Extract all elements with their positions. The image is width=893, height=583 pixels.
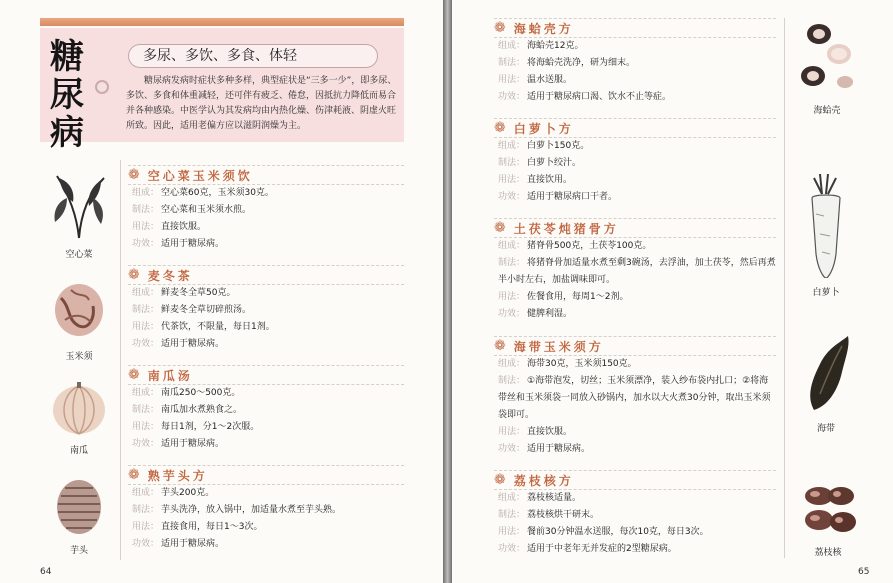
recipe-row [494,238,776,255]
recipe-row [128,419,404,436]
recipe-row [494,189,776,206]
recipe-title: 荔枝核方 [513,473,574,488]
row-key: 制法： [498,510,526,520]
row-key: 组成： [132,188,160,198]
flower-icon: ❁ [494,120,506,136]
row-key: 制法： [132,205,160,215]
recipe-row [494,289,776,306]
corn-silk-illustration-icon [49,280,109,342]
flower-icon: ❁ [494,220,506,236]
recipe-header [128,365,404,385]
row-value: 适用于糖尿病。 [161,539,225,549]
thumb-label: 海带 [816,424,835,434]
recipe-row [128,285,404,302]
row-value: 空心菜60克，玉米须30克。 [161,188,274,198]
thumb-label: 荔枝核 [814,548,842,558]
row-value: 将猪脊骨加适量水煮至剩3碗汤，去浮油，加土茯苓，然后再煮半小时左右，加盐调味即可。 [498,258,776,285]
row-value: 将海蛤壳洗净，研为细末。 [527,58,636,68]
row-key: 用法： [498,75,526,85]
recipe-row [128,219,404,236]
recipe-row [494,155,776,172]
recipe-row [494,356,776,373]
recipe-row [494,138,776,155]
row-key: 组成： [498,41,526,51]
row-key: 功效： [132,339,160,349]
recipe-row [494,38,776,55]
recipe-header [494,218,776,238]
recipe-title: 海蛤壳方 [513,21,574,36]
row-value: 荔枝核烘干研末。 [527,510,600,520]
thumb-yutou [48,478,110,556]
white-radish-illustration-icon [798,174,854,278]
recipe-header [494,336,776,356]
row-key: 用法： [132,322,160,332]
recipe-header [494,470,776,490]
flower-icon: ❁ [128,267,140,283]
thumb-label: 空心菜 [65,250,93,260]
recipe-header [494,18,776,38]
recipe-title: 空心菜玉米须饮 [147,168,253,183]
row-value: 健脾利湿。 [527,309,573,319]
row-value: 适用于糖尿病。 [527,444,591,454]
thumb-label: 南瓜 [69,446,88,456]
recipe-r1 [494,118,776,206]
row-value: 荔枝核适量。 [527,493,582,503]
recipe-row [128,485,404,502]
header-color-bar [40,18,404,26]
recipe-row [128,436,404,453]
recipe-title: 白萝卜方 [513,121,574,136]
row-key: 组成： [132,288,160,298]
recipe-row [128,302,404,319]
thumb-haidai [796,334,856,434]
thumb-label: 玉米须 [65,352,93,362]
row-key: 用法： [132,522,160,532]
thumb-kongxincai [48,168,110,260]
recipe-row [494,490,776,507]
thumb-bailuobo [796,174,856,298]
row-key: 制法： [498,58,526,68]
recipe-row [128,236,404,253]
row-key: 用法： [498,175,526,185]
recipe-row [494,89,776,106]
flower-icon: ❁ [128,367,140,383]
row-key: 制法： [498,158,526,168]
water-spinach-illustration-icon [49,168,109,240]
recipe-row [494,507,776,524]
row-key: 制法： [498,376,526,386]
recipe-row [494,524,776,541]
row-value: 芋头200克。 [161,488,215,498]
recipe-row [128,402,404,419]
recipe-title: 熟芋头方 [147,468,208,483]
row-key: 制法： [132,305,160,315]
row-value: ①海带泡发，切丝；玉米须漂净，装入纱布袋内扎口；②将海带丝和玉米须袋一同放入砂锅内，加水以大火煮30分钟，取出玉米须袋即可。 [498,376,771,420]
decorative-ornament-icon [95,80,109,94]
thumb-haigeqiao [792,20,862,116]
thumb-label: 芋头 [69,546,88,556]
recipe-row [128,385,404,402]
thumb-label: 白萝卜 [812,288,840,298]
thumb-nangua [48,382,110,456]
recipe-row [128,185,404,202]
chapter-intro: 糖尿病发病时症状多种多样，典型症状是“三多一少”，即多尿、多饮、多食和体重减轻，还可伴有疲乏、倦怠，因抵抗力降低而易合并各种感染。中医学认为其发病均由内热化燥、伤津耗液、阴虚火旺所致。因此，适用老偏方应以滋阴润燥为主。 [126,76,397,131]
recipe-row [494,424,776,441]
row-value: 适用于糖尿病。 [161,339,225,349]
row-key: 制法： [498,258,526,268]
row-key: 组成： [498,241,526,251]
row-value: 鲜麦冬全草切碎煎汤。 [161,305,252,315]
row-key: 功效： [498,92,526,102]
row-key: 制法： [132,405,160,415]
recipe-row [494,72,776,89]
recipe-r4 [494,470,776,558]
flower-icon: ❁ [128,467,140,483]
row-key: 组成： [132,388,160,398]
row-value: 直接食用，每日1～3次。 [161,522,263,532]
recipe-r2 [494,218,776,323]
recipe-2 [128,365,404,453]
recipe-row [128,502,404,519]
chapter-subtitle: 多尿、多饮、多食、体轻 [128,44,378,68]
row-value: 代茶饮，不限量，每日1剂。 [161,322,275,332]
flower-icon: ❁ [494,472,506,488]
row-value: 猪脊骨500克，土茯苓100克。 [527,241,652,251]
thumb-yumixu [48,280,110,362]
row-key: 用法： [132,422,160,432]
row-key: 用法： [498,292,526,302]
row-value: 海带30克，玉米须150克。 [527,359,637,369]
row-value: 每日1剂，分1～2次服。 [161,422,260,432]
row-key: 功效： [498,309,526,319]
recipe-0 [128,165,404,253]
row-value: 芋头洗净，放入锅中，加适量水煮至芋头熟。 [161,505,342,515]
row-value: 白萝卜150克。 [527,141,590,151]
pumpkin-illustration-icon [49,382,109,436]
recipe-row [494,255,776,289]
row-value: 直接饮服。 [161,222,207,232]
row-value: 温水送服。 [527,75,573,85]
row-key: 组成： [498,493,526,503]
recipe-title: 南瓜汤 [147,368,193,383]
kelp-illustration-icon [798,334,854,414]
row-value: 鲜麦冬全草50克。 [161,288,236,298]
row-value: 海蛤壳12克。 [527,41,584,51]
row-key: 功效： [132,239,160,249]
row-value: 佐餐食用，每周1～2剂。 [527,292,629,302]
recipe-row [128,319,404,336]
row-key: 功效： [132,539,160,549]
row-value: 适用于糖尿病。 [161,439,225,449]
row-key: 组成： [498,141,526,151]
row-key: 组成： [132,488,160,498]
recipe-row [494,541,776,558]
row-key: 功效： [132,439,160,449]
row-key: 功效： [498,544,526,554]
recipe-title: 麦冬茶 [147,268,193,283]
recipe-row [128,519,404,536]
column-divider [120,160,121,560]
recipe-header [494,118,776,138]
row-value: 南瓜250～500克。 [161,388,241,398]
book-gutter [443,0,452,583]
clam-shell-illustration-icon [793,20,861,96]
recipe-header [128,465,404,485]
thumb-label: 海蛤壳 [813,106,841,116]
row-value: 白萝卜绞汁。 [527,158,582,168]
flower-icon: ❁ [494,20,506,36]
chapter-title: 糖尿病 [50,37,84,153]
row-key: 用法： [132,222,160,232]
row-value: 直接饮用。 [527,175,573,185]
page-number: 64 [40,567,52,577]
thumb-lizhihe [796,482,860,558]
recipe-3 [128,465,404,553]
flower-icon: ❁ [494,338,506,354]
recipe-1 [128,265,404,353]
recipe-row [494,373,776,424]
row-value: 南瓜加水煮熟食之。 [161,405,243,415]
page-number: 65 [858,567,870,577]
recipe-row [128,336,404,353]
recipe-row [494,172,776,189]
recipe-row [128,202,404,219]
recipe-row [494,441,776,458]
recipe-r3 [494,336,776,458]
row-value: 适用于中老年无并发症的2型糖尿病。 [527,544,677,554]
row-key: 制法： [132,505,160,515]
row-value: 餐前30分钟温水送服，每次10克，每日3次。 [527,527,709,537]
row-value: 适用于糖尿病口干者。 [527,192,618,202]
row-key: 功效： [498,192,526,202]
recipe-header [128,165,404,185]
row-key: 用法： [498,527,526,537]
recipe-title: 海带玉米须方 [513,339,604,354]
recipe-row [494,306,776,323]
column-divider [784,18,785,558]
recipe-row [494,55,776,72]
recipe-r0 [494,18,776,106]
row-value: 适用于糖尿病。 [161,239,225,249]
row-value: 直接饮服。 [527,427,573,437]
flower-icon: ❁ [128,167,140,183]
recipe-title: 土茯苓炖猪骨方 [513,221,619,236]
taro-illustration-icon [49,478,109,536]
lychee-seed-illustration-icon [797,482,859,538]
row-value: 空心菜和玉米须水煎。 [161,205,252,215]
row-key: 用法： [498,427,526,437]
row-key: 组成： [498,359,526,369]
row-value: 适用于糖尿病口渴、饮水不止等症。 [527,92,672,102]
row-key: 功效： [498,444,526,454]
recipe-header [128,265,404,285]
recipe-row [128,536,404,553]
